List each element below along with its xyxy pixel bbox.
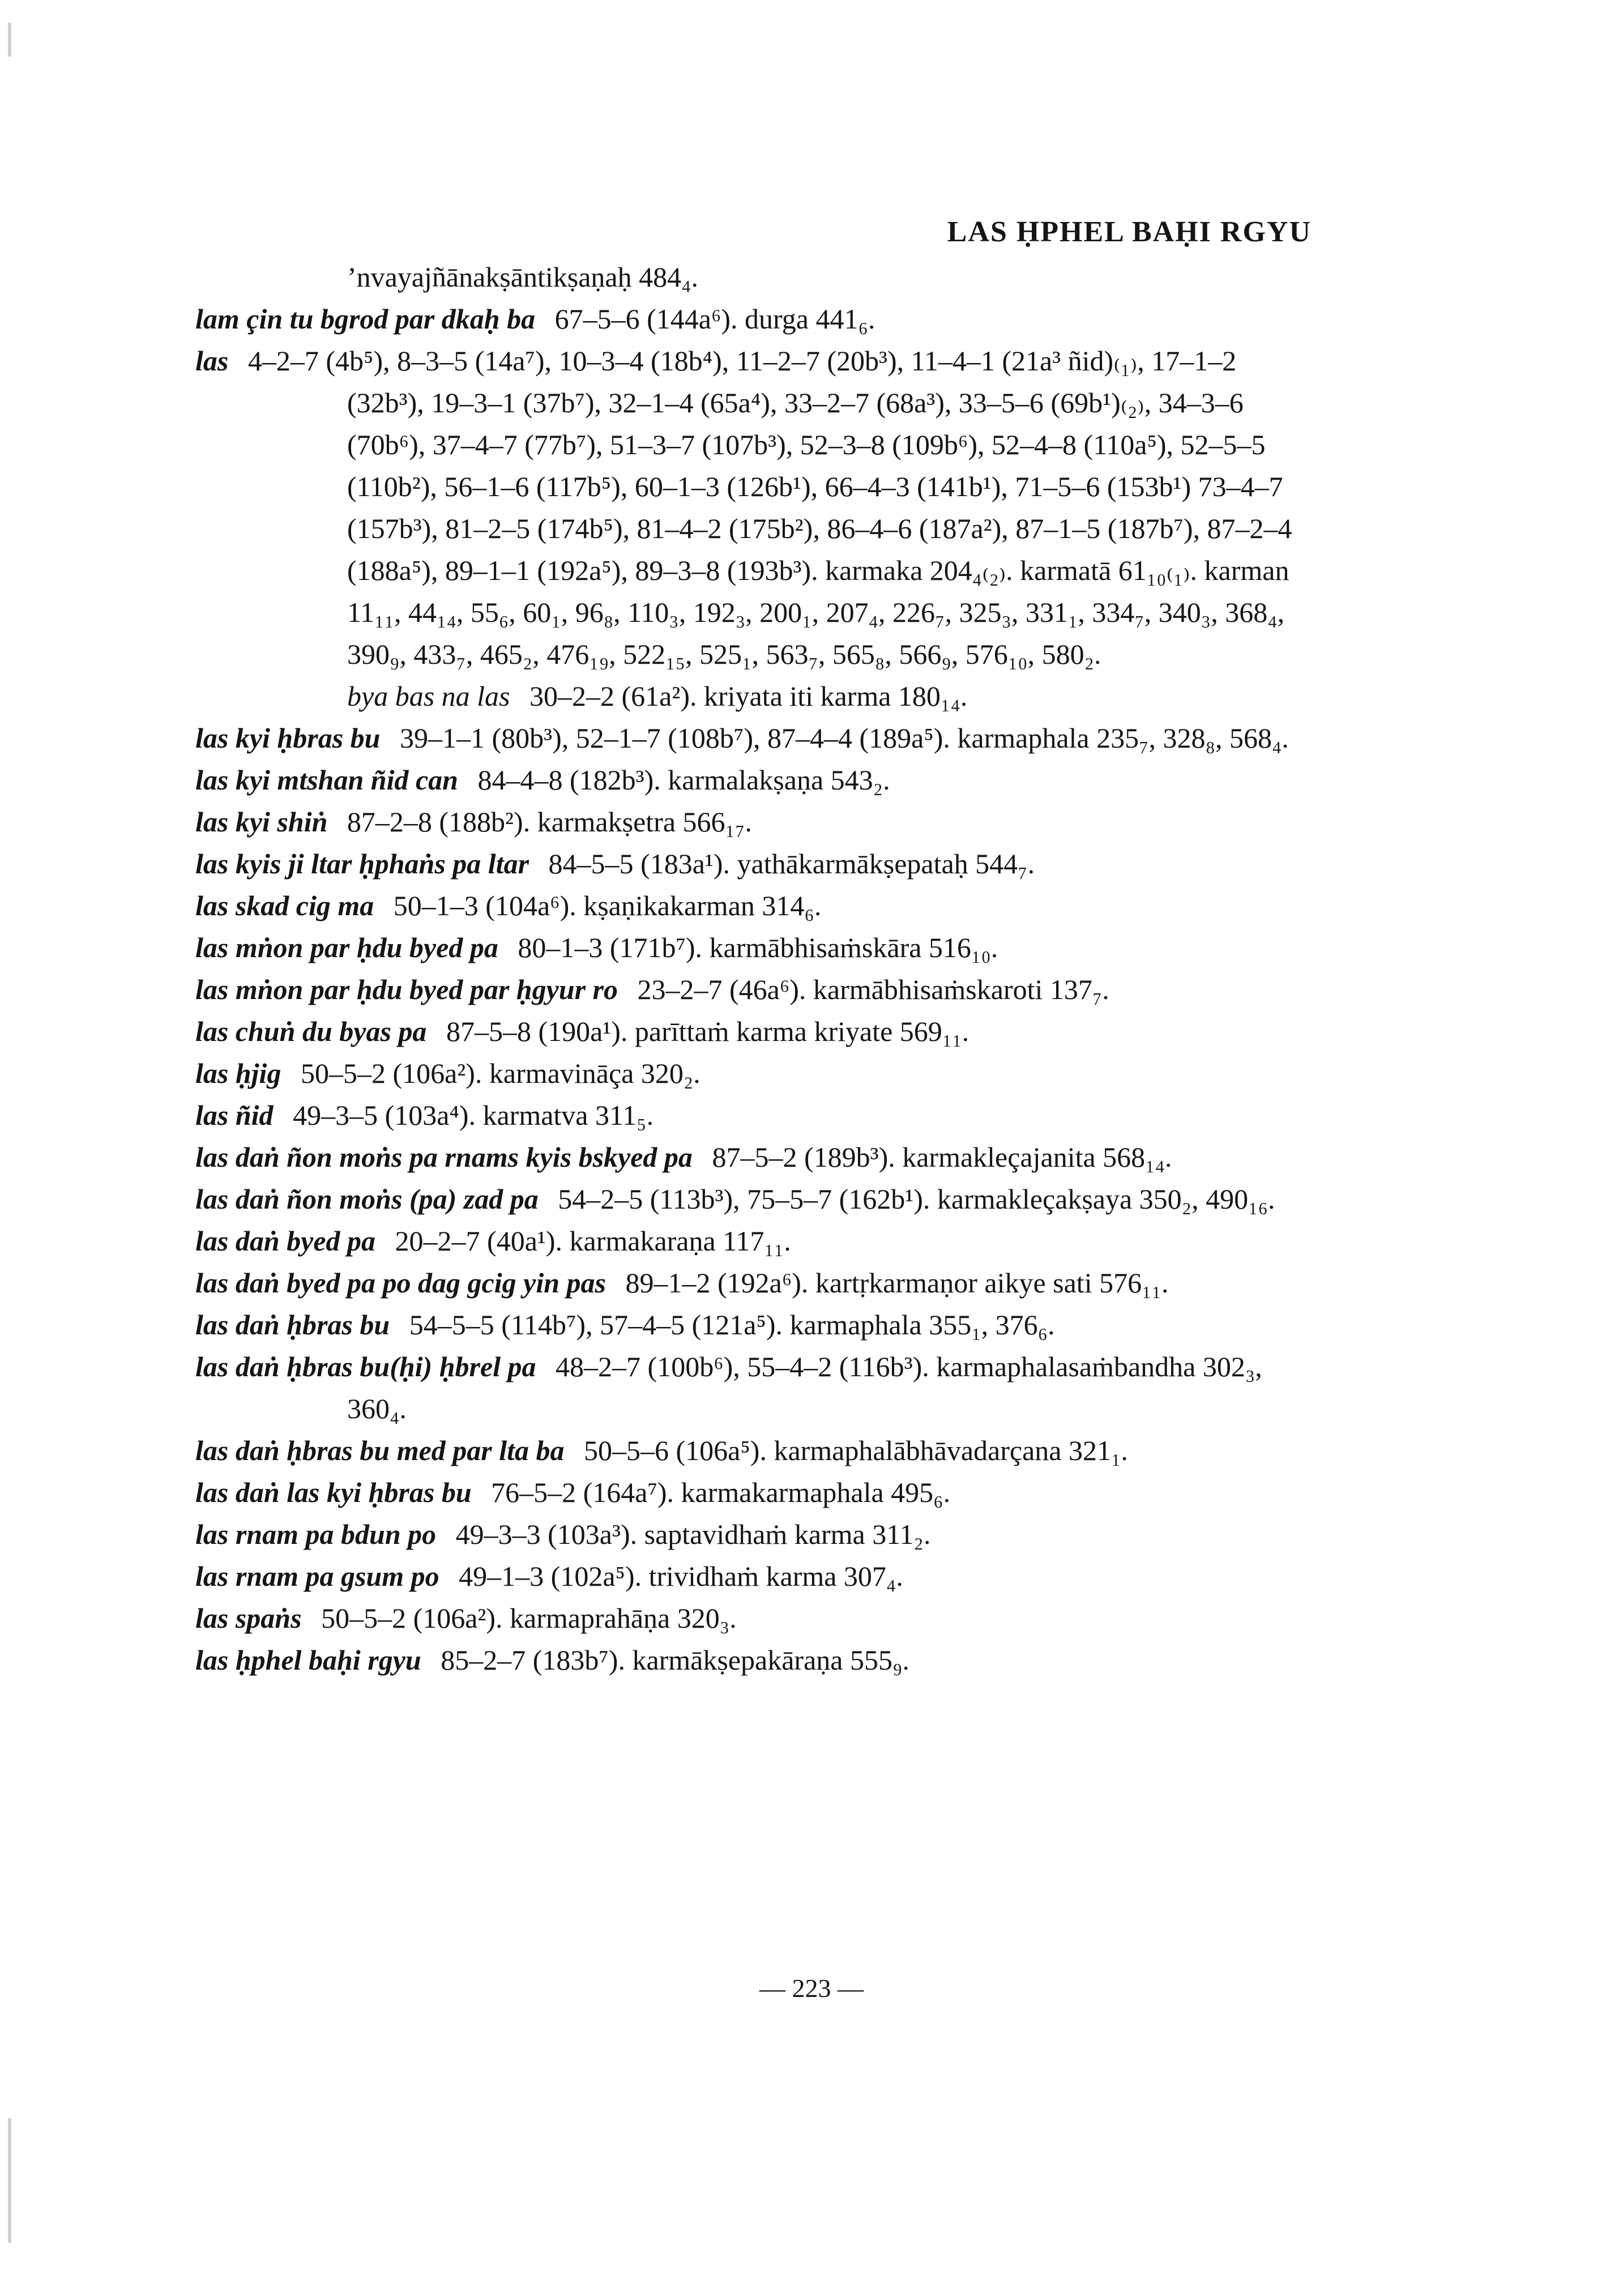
entry-text: 89–1–2 (192a⁶). kartṛkarmaṇor aikye sati 576₁₁. <box>625 1267 1169 1299</box>
entry-text: 76–5–2 (164a⁷). karmakarmaphala 495₆. <box>491 1476 951 1508</box>
entry-headword: las kyis ji ltar ḥphaṅs pa ltar <box>195 848 529 880</box>
entry-text: 23–2–7 (46a⁶). karmābhisaṁskaroti 137₇. <box>637 974 1109 1005</box>
entry-text: 50–1–3 (104a⁶). kṣaṇikakarman 314₆. <box>393 890 822 921</box>
glossary-entry <box>195 1010 1317 1052</box>
glossary-entry <box>195 1304 1317 1346</box>
entry-text: 54–2–5 (113b³), 75–5–7 (162b¹). karmakleçakṣaya 350₂, 490₁₆. <box>558 1183 1275 1215</box>
entry-text: 4–2–7 (4b⁵), 8–3–5 (14a⁷), 10–3–4 (18b⁴), 11–2–7 (20b³), 11–4–1 (21a³ ñid)₍₁₎, 17–1–2 (32b³), 19–3–1 (37b⁷), 32–1–4 (65a⁴), 33–2–7 (68a³), 33–5–6 (69b¹)₍₂₎, 34–3–6 (70b⁶), 37–4–7 (77b⁷), 51–3–7 (107b³), 52–3–8 (109b⁶), 52–4–8 (110a⁵), 52–5–5 (110b²), 56–1–6 (117b⁵), 60–1–3 (126b¹), 66–4–3 (141b¹), 71–5–6 (153b¹) 73–4–7 (157b³), 81–2–5 (174b⁵), 81–4–2 (175b²), 86–4–6 (187a²), 87–1–5 (187b⁷), 87–2–4 (188a⁵), 89–1–1 (192a⁵), 89–3–8 (193b³). karmaka 204₄₍₂₎. karmatā 61₁₀₍₁₎. karman 11₁₁, 44₁₄, 55₆, 60₁, 96₈, 110₃, 192₃, 200₁, 207₄, 226₇, 325₃, 331₁, 334₇, 340₃, 368₄, 390₉, 433₇, 465₂, 476₁₉, 522₁₅, 525₁, 563₇, 565₈, 566₉, 576₁₀, 580₂. <box>247 345 1292 670</box>
entry-text: 30–2–2 (61a²). kriyata iti karma 180₁₄. <box>529 680 968 712</box>
entry-text: 50–5–2 (106a²). karmavināça 320₂. <box>300 1057 701 1089</box>
entry-text: 67–5–6 (144a⁶). durga 441₆. <box>554 303 875 335</box>
entry-headword: las daṅ byed pa <box>195 1225 376 1257</box>
glossary-entry <box>195 968 1317 1010</box>
entry-headword: las daṅ ñon moṅs pa rnams kyis bskyed pa <box>195 1141 693 1173</box>
entry-text: 80–1–3 (171b⁷). karmābhisaṁskāra 516₁₀. <box>518 932 998 963</box>
entry-headword: las daṅ ñon moṅs (pa) zad pa <box>195 1183 539 1215</box>
glossary-entry <box>195 1178 1317 1220</box>
glossary-entry <box>195 885 1317 927</box>
glossary-entry <box>195 801 1317 843</box>
entry-headword: las daṅ byed pa po dag gcig yin pas <box>195 1267 606 1299</box>
running-header: LAS ḤPHEL BAḤI RGYU <box>947 216 1312 248</box>
entry-headword: las ḥphel baḥi rgyu <box>195 1644 421 1676</box>
glossary-entry <box>195 843 1317 885</box>
glossary-entry <box>195 1052 1317 1094</box>
glossary-entry <box>195 1513 1317 1555</box>
entry-headword: las ñid <box>195 1099 274 1131</box>
entry-text: 84–5–5 (183a¹). yathākarmākṣepataḥ 544₇. <box>548 848 1035 880</box>
glossary-entry <box>195 759 1317 801</box>
entry-text: ’nvayajñānakṣāntikṣaṇaḥ 484₄. <box>347 261 699 293</box>
entry-text: 39–1–1 (80b³), 52–1–7 (108b⁷), 87–4–4 (189a⁵). karmaphala 235₇, 328₈, 568₄. <box>399 722 1289 754</box>
entry-headword: las mṅon par ḥdu byed par ḥgyur ro <box>195 974 618 1005</box>
glossary-entry <box>195 1639 1317 1681</box>
entry-text: 49–3–5 (103a⁴). karmatva 311₅. <box>293 1099 654 1131</box>
entry-continuation <box>195 256 1317 298</box>
entry-text: 87–5–8 (190a¹). parīttaṁ karma kriyate 569₁₁. <box>446 1015 969 1047</box>
glossary-entry <box>195 1597 1317 1639</box>
entry-headword: las kyi shiṅ <box>195 806 328 838</box>
entry-headword: lam çin tu bgrod par dkaḥ ba <box>195 303 536 335</box>
entry-headword: las daṅ ḥbras bu <box>195 1309 390 1341</box>
glossary-entry <box>195 927 1317 968</box>
entry-headword: las rnam pa bdun po <box>195 1518 437 1550</box>
entry-text: 85–2–7 (183b⁷). karmākṣepakāraṇa 555₉. <box>441 1644 909 1676</box>
entry-headword: las chuṅ du byas pa <box>195 1015 427 1047</box>
glossary-entry <box>195 1094 1317 1136</box>
entry-text: 49–3–3 (103a³). saptavidhaṁ karma 311₂. <box>455 1518 931 1550</box>
entry-text: 49–1–3 (102a⁵). trividhaṁ karma 307₄. <box>459 1560 903 1592</box>
entry-text: 20–2–7 (40a¹). karmakaraṇa 117₁₁. <box>395 1225 791 1257</box>
scan-edge-mark <box>8 2118 11 2243</box>
glossary-entry <box>195 1429 1317 1471</box>
glossary-entry <box>195 340 1317 675</box>
glossary-entry <box>195 1346 1317 1429</box>
entry-headword: las daṅ las kyi ḥbras bu <box>195 1476 472 1508</box>
page-number: — 223 — <box>759 1974 864 2003</box>
entry-headword: bya bas na las <box>347 680 510 712</box>
entry-headword: las ḥjig <box>195 1057 281 1089</box>
entry-headword: las spaṅs <box>195 1602 302 1634</box>
entry-headword: las daṅ ḥbras bu(ḥi) ḥbrel pa <box>195 1351 536 1382</box>
glossary-entry <box>195 1555 1317 1597</box>
entry-headword: las rnam pa gsum po <box>195 1560 439 1592</box>
entry-text: 48–2–7 (100b⁶), 55–4–2 (116b³). karmaphalasaṁbandha 302₃, 360₄. <box>347 1351 1262 1424</box>
glossary-entry <box>195 1471 1317 1513</box>
entry-text: 54–5–5 (114b⁷), 57–4–5 (121a⁵). karmaphala 355₁, 376₆. <box>409 1309 1055 1341</box>
glossary-entry <box>195 1136 1317 1178</box>
entry-text: 84–4–8 (182b³). karmalakṣaṇa 543₂. <box>477 764 890 796</box>
entry-headword: las kyi ḥbras bu <box>195 722 381 754</box>
entry-text: 50–5–6 (106a⁵). karmaphalābhāvadarçana 321₁. <box>584 1435 1128 1466</box>
entry-text: 87–2–8 (188b²). karmakṣetra 566₁₇. <box>347 806 752 838</box>
entry-text: 87–5–2 (189b³). karmakleçajanita 568₁₄. <box>712 1141 1172 1173</box>
entry-headword: las skad cig ma <box>195 890 374 921</box>
glossary-subentry <box>195 675 1317 717</box>
glossary-entry <box>195 298 1317 340</box>
glossary-entry <box>195 717 1317 759</box>
scan-edge-mark <box>8 23 11 57</box>
glossary-entries <box>195 256 1317 1681</box>
entry-headword: las kyi mtshan ñid can <box>195 764 458 796</box>
glossary-entry <box>195 1262 1317 1304</box>
entry-headword: las daṅ ḥbras bu med par lta ba <box>195 1435 565 1466</box>
glossary-entry <box>195 1220 1317 1262</box>
entry-text: 50–5–2 (106a²). karmaprahāṇa 320₃. <box>321 1602 737 1634</box>
entry-headword: las mṅon par ḥdu byed pa <box>195 932 498 963</box>
entry-headword: las <box>195 345 229 377</box>
